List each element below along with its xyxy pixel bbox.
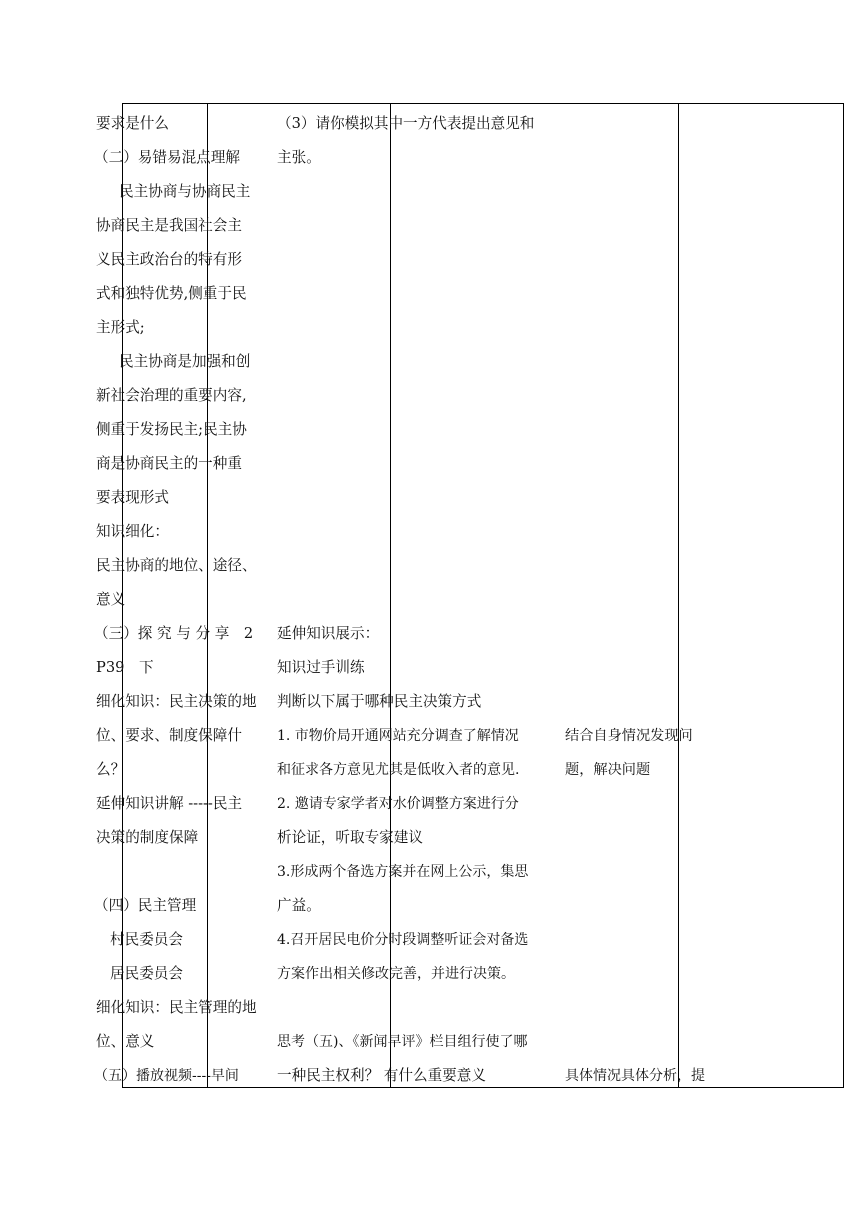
text-line: P39 下 [96, 659, 154, 676]
table-cell-column-3 [277, 104, 679, 1088]
text-line: 主形式; [96, 319, 145, 336]
text-line: 要表现形式 [96, 489, 169, 506]
text-line: 细化知识：民主决策的地 [96, 693, 257, 710]
text-line: 细化知识：民主管理的地 [96, 999, 257, 1016]
text-line: 民主协商与协商民主 [119, 183, 251, 200]
text-line: 具体情况具体分析，提 [565, 1068, 705, 1084]
text-line: 意义 [96, 591, 126, 608]
text-line: 知识细化： [96, 523, 169, 540]
text-line: 延伸知识展示： [277, 625, 380, 642]
text-line: 么？ [96, 761, 126, 778]
text-line: 商是协商民主的一种重 [96, 455, 242, 472]
text-line: 题，解决问题 [565, 762, 651, 778]
text-line: 析论证，听取专家建议 [277, 829, 423, 846]
text-line: 居民委员会 [110, 965, 183, 982]
text-line: 位、意义 [96, 1033, 155, 1050]
text-line: 方案作出相关修改完善，并进行决策。 [277, 966, 515, 982]
text-line: 新社会治理的重要内容, [96, 387, 247, 404]
text-line: 2. 邀请专家学者对水价调整方案进行分 [277, 796, 519, 812]
text-line: （四）民主管理 [94, 897, 197, 914]
text-line: 决策的制度保障 [96, 829, 199, 846]
text-line: 延伸知识讲解 -----民主 [96, 795, 243, 812]
table-cell-column-4 [565, 104, 844, 1088]
text-line: 式和独特优势,侧重于民 [96, 285, 247, 302]
text-line: 4.召开居民电价分时段调整听证会对备选 [277, 932, 529, 948]
text-line: 和征求各方意见尤其是低收入者的意见. [277, 762, 520, 778]
lesson-plan-table [94, 103, 844, 1088]
text-line: 知识过手训练 [277, 659, 365, 676]
text-line: （三）探 究 与 分 享 2 [94, 625, 254, 642]
text-line: 村民委员会 [110, 931, 183, 948]
text-line: 思考（五)、《新闻早评》栏目组行使了哪 [277, 1034, 528, 1050]
text-line: 结合自身情况发现问 [565, 728, 693, 744]
text-line: 义民主政治台的特有形 [96, 251, 242, 268]
text-line: 3.形成两个备选方案并在网上公示，集思 [277, 864, 529, 880]
text-line: （3）请你模拟其中一方代表提出意见和 [277, 115, 535, 132]
text-line: 要求是什么 [96, 115, 169, 132]
text-line: 协商民主是我国社会主 [96, 217, 242, 234]
text-line: 广益。 [277, 897, 321, 914]
text-line: （五）播放视频----早间 [94, 1068, 239, 1084]
table-row [123, 104, 844, 1088]
text-line: 主张。 [277, 149, 321, 166]
text-line: 位、要求、制度保障什 [96, 727, 242, 744]
text-line: 民主协商是加强和创 [119, 353, 251, 370]
text-line: 民主协商的地位、途径、 [96, 557, 257, 574]
text-line: （二）易错易混点理解 [94, 149, 240, 166]
text-line: 侧重于发扬民主;民主协 [96, 421, 247, 438]
text-line: 1. 市物价局开通网站充分调查了解情况 [277, 728, 519, 744]
text-line: 一种民主权利？ 有什么重要意义 [277, 1067, 486, 1084]
text-line: 判断以下属于哪种民主决策方式 [277, 693, 482, 710]
